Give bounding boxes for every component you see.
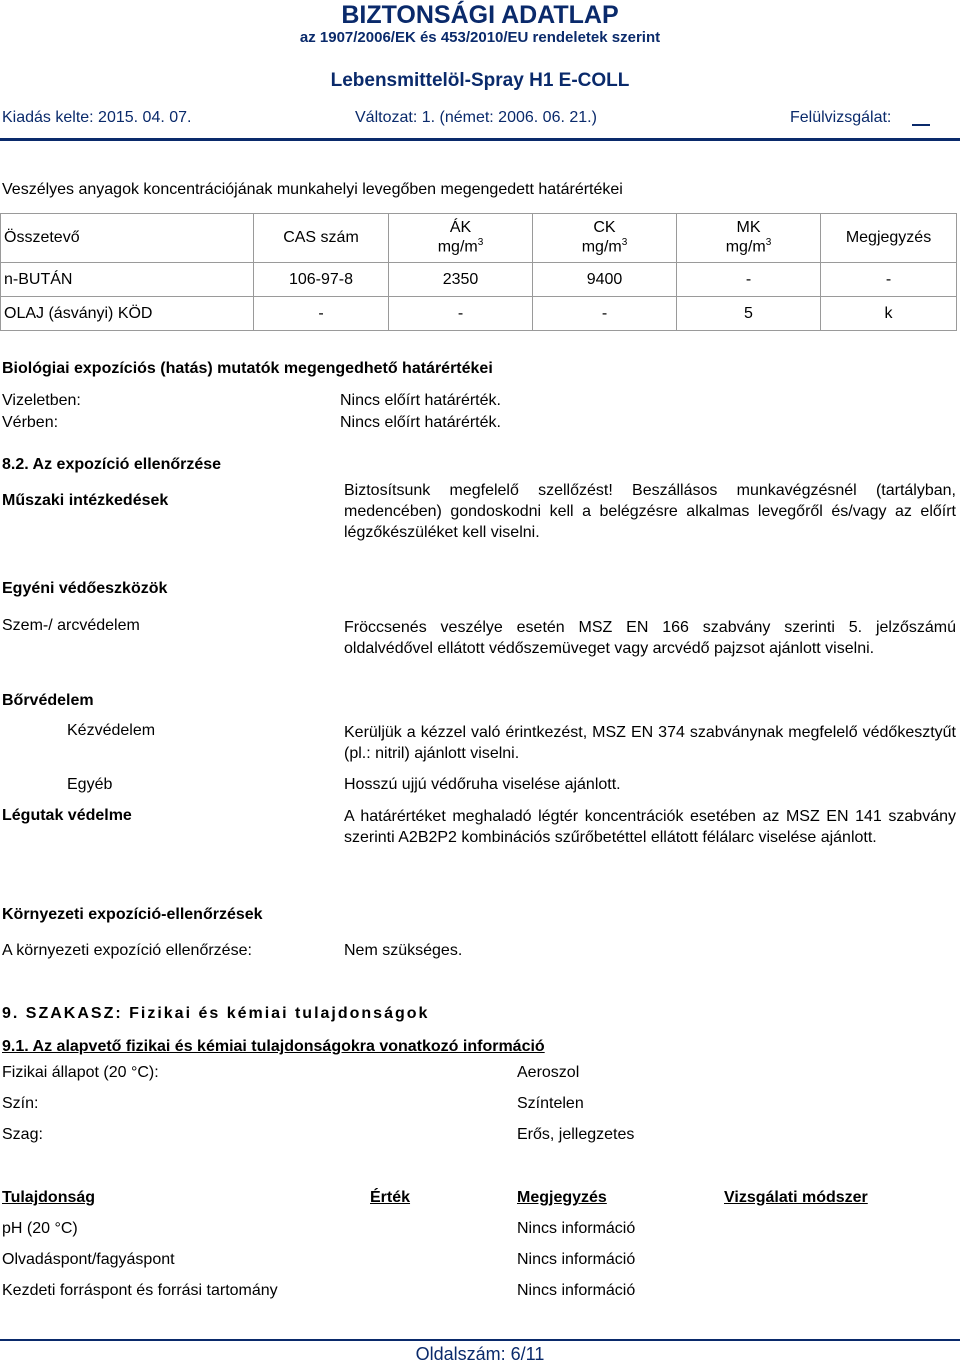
page-number: Oldalszám: 6/11 bbox=[415, 1344, 545, 1364]
prop-header-note: Megjegyzés bbox=[517, 1189, 607, 1206]
env-heading: Környezeti expozíció-ellenőrzések bbox=[2, 906, 263, 923]
review-label: Felülvizsgálat: bbox=[790, 109, 892, 126]
document-title: BIZTONSÁGI ADATLAP bbox=[341, 1, 619, 29]
urine-value: Nincs előírt határérték. bbox=[340, 392, 501, 409]
env-label: A környezeti expozíció ellenőrzése: bbox=[2, 942, 252, 959]
limits-table bbox=[0, 213, 957, 331]
bio-heading: Biológiai expozíciós (hatás) mutatók megengedhető határértékei bbox=[2, 360, 493, 377]
resp-label: Légutak védelme bbox=[2, 807, 132, 824]
technical-label: Műszaki intézkedések bbox=[2, 492, 169, 509]
ppe-heading: Egyéni védőeszközök bbox=[2, 580, 168, 597]
cell-component: n-BUTÁN bbox=[1, 263, 254, 297]
blood-value: Nincs előírt határérték. bbox=[340, 414, 501, 431]
prop-row-property: Olvadáspont/fagyáspont bbox=[2, 1251, 175, 1268]
col-cas: CAS szám bbox=[254, 214, 389, 263]
col-ak bbox=[389, 214, 533, 263]
env-value: Nem szükséges. bbox=[344, 942, 463, 959]
col-mk-label: MK bbox=[736, 219, 761, 237]
version: Változat: 1. (német: 2006. 06. 21.) bbox=[355, 109, 597, 126]
section9-heading: 9. SZAKASZ: Fizikai és kémiai tulajdonságok bbox=[2, 1005, 430, 1022]
prop-header-value: Érték bbox=[370, 1189, 411, 1206]
col-note: Megjegyzés bbox=[821, 214, 957, 263]
prop-row-property: pH (20 °C) bbox=[2, 1220, 78, 1237]
review-blank-line bbox=[912, 124, 930, 126]
cell-component: OLAJ (ásványi) KÖD bbox=[1, 297, 254, 331]
other-label: Egyéb bbox=[67, 776, 113, 793]
cell-cas: - bbox=[254, 297, 389, 331]
cell-mk: 5 bbox=[677, 297, 821, 331]
hand-label: Kézvédelem bbox=[67, 722, 156, 739]
urine-label: Vizeletben: bbox=[2, 392, 81, 409]
prop-header-property: Tulajdonság bbox=[2, 1189, 96, 1206]
cell-ck: - bbox=[533, 297, 677, 331]
hand-text: Kerüljük a kézzel való érintkezést, MSZ EN 374 szabványnak megfelelő védőkesztyűt (pl.: nitril) ajánlott viselni. bbox=[344, 724, 956, 762]
skin-heading: Bőrvédelem bbox=[2, 692, 94, 709]
prop-row-note: Nincs információ bbox=[517, 1251, 636, 1268]
prop-row-property: Kezdeti forráspont és forrási tartomány bbox=[2, 1282, 278, 1299]
other-text: Hosszú ujjú védőruha viselése ajánlott. bbox=[344, 776, 621, 793]
document-subtitle: az 1907/2006/EK és 453/2010/EU rendeletek szerint bbox=[299, 29, 661, 46]
cell-note: k bbox=[821, 297, 957, 331]
product-name: Lebensmittelöl-Spray H1 E-COLL bbox=[330, 70, 630, 91]
table-row bbox=[1, 297, 957, 331]
blood-label: Vérben: bbox=[2, 414, 59, 431]
prop-row-note: Nincs információ bbox=[517, 1282, 636, 1299]
cell-ck: 9400 bbox=[533, 263, 677, 297]
header-divider bbox=[0, 138, 960, 141]
prop-row-note: Nincs információ bbox=[517, 1220, 636, 1237]
cell-ak: - bbox=[389, 297, 533, 331]
basic-label: Szín: bbox=[2, 1095, 39, 1112]
exposure-heading: 8.2. Az expozíció ellenőrzése bbox=[2, 456, 222, 473]
basic-label: Fizikai állapot (20 °C): bbox=[2, 1064, 159, 1081]
col-ck-unit: $mg/m^3$ bbox=[581, 237, 628, 256]
cell-note: - bbox=[821, 263, 957, 297]
issue-date: Kiadás kelte: 2015. 04. 07. bbox=[2, 109, 192, 126]
col-ak-unit: $mg/m^3$ bbox=[437, 237, 484, 256]
eye-label: Szem-/ arcvédelem bbox=[2, 617, 140, 634]
resp-text: A határértéket meghaladó légtér koncentrációk esetében az MSZ EN 141 szabvány szerinti A2B2P2 kombinációs szűrőbetéttel ellátott félálarc viselése ajánlott. bbox=[344, 808, 956, 846]
eye-text: Fröccsenés veszélye esetén MSZ EN 166 szabvány szerinti 5. jelzőszámú oldalvédővel ellátott védőszemüveget vagy arcvédő pajzsot ajánlott viselni. bbox=[344, 619, 956, 657]
col-ak-label: ÁK bbox=[449, 219, 472, 237]
cell-cas: 106-97-8 bbox=[254, 263, 389, 297]
cell-mk: - bbox=[677, 263, 821, 297]
table-row bbox=[1, 263, 957, 297]
col-ck-label: CK bbox=[593, 219, 616, 237]
basic-label: Szag: bbox=[2, 1126, 43, 1143]
section9-subheading: 9.1. Az alapvető fizikai és kémiai tulajdonságokra vonatkozó információ bbox=[2, 1038, 545, 1055]
basic-value: Színtelen bbox=[517, 1095, 584, 1112]
col-mk bbox=[677, 214, 821, 263]
technical-text: Biztosítsunk megfelelő szellőzést! Beszállásos munkavégzésnél (tartályban, medencében) gondoskodni kell a belégzésre alkalmas levegőről és/vagy az előírt légzőkészüléket kell viselni. bbox=[344, 482, 956, 541]
limits-heading: Veszélyes anyagok koncentrációjának munkahelyi levegőben megengedett határértékei bbox=[2, 181, 623, 198]
col-ck bbox=[533, 214, 677, 263]
limits-header-row bbox=[1, 214, 957, 263]
basic-value: Erős, jellegzetes bbox=[517, 1126, 635, 1143]
basic-value: Aeroszol bbox=[517, 1064, 580, 1081]
prop-header-method: Vizsgálati módszer bbox=[724, 1189, 868, 1206]
footer-divider bbox=[0, 1339, 960, 1341]
cell-ak: 2350 bbox=[389, 263, 533, 297]
col-component: Összetevő bbox=[1, 214, 254, 263]
col-mk-unit: $mg/m^3$ bbox=[725, 237, 772, 256]
